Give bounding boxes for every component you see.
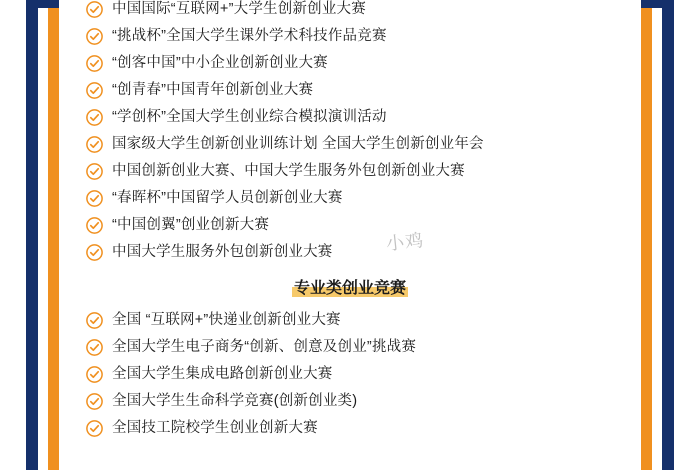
list-item xyxy=(86,216,614,234)
watermark-text: 小鸡 xyxy=(385,230,426,254)
list-item-label: 全国技工院校学生创业创新大赛 xyxy=(112,420,318,436)
list-item-label: 全国大学生生命科学竞赛(创新创业类) xyxy=(112,393,358,409)
check-circle-icon xyxy=(86,109,103,126)
check-circle-icon xyxy=(86,163,103,180)
list-item xyxy=(86,243,614,261)
list-item xyxy=(86,54,614,72)
frame-left-inner-gap xyxy=(59,0,71,470)
list-item-label: “创青春”中国青年创新创业大赛 xyxy=(112,82,314,98)
list-item xyxy=(86,338,614,356)
list-item-label: “学创杯”全国大学生创业综合模拟演训活动 xyxy=(112,109,387,125)
list-item xyxy=(86,392,614,410)
frame-left-orange-bar xyxy=(48,0,59,470)
competition-list-professional xyxy=(86,311,614,437)
list-item xyxy=(86,189,614,207)
section-heading-label: 专业类创业竞赛 xyxy=(293,280,406,297)
list-item xyxy=(86,419,614,437)
check-circle-icon xyxy=(86,312,103,329)
section-heading-professional xyxy=(86,275,614,298)
check-circle-icon xyxy=(86,339,103,356)
list-item-label: “春晖杯”中国留学人员创新创业大赛 xyxy=(112,190,343,206)
list-item-label: 全国 “互联网+”快递业创新创业大赛 xyxy=(112,312,341,328)
list-item-label: 国家级大学生创新创业训练计划 全国大学生创新创业年会 xyxy=(112,136,484,152)
list-item-label: “中国创翼”创业创新大赛 xyxy=(112,217,270,233)
frame-right-inner-gap xyxy=(629,0,641,470)
frame-left-navy-bar xyxy=(26,0,38,470)
list-item xyxy=(86,108,614,126)
corner-decoration-top-left xyxy=(26,0,59,8)
frame-left-gap xyxy=(38,0,48,470)
check-circle-icon xyxy=(86,28,103,45)
frame-right-orange-bar xyxy=(641,0,652,470)
list-item xyxy=(86,27,614,45)
poster-content xyxy=(86,0,614,470)
check-circle-icon xyxy=(86,217,103,234)
check-circle-icon xyxy=(86,190,103,207)
list-item xyxy=(86,81,614,99)
check-circle-icon xyxy=(86,136,103,153)
corner-decoration-top-right xyxy=(641,0,674,8)
check-circle-icon xyxy=(86,244,103,261)
frame-right-navy-bar xyxy=(662,0,674,470)
list-item xyxy=(86,311,614,329)
list-item-label: 中国大学生服务外包创新创业大赛 xyxy=(112,244,333,260)
list-item-label: “挑战杯”全国大学生课外学术科技作品竞赛 xyxy=(112,28,387,44)
list-item xyxy=(86,0,614,18)
frame-right-margin xyxy=(674,0,700,470)
list-item xyxy=(86,365,614,383)
check-circle-icon xyxy=(86,82,103,99)
frame-right-gap xyxy=(652,0,662,470)
check-circle-icon xyxy=(86,55,103,72)
check-circle-icon xyxy=(86,1,103,18)
list-item-label: 中国创新创业大赛、中国大学生服务外包创新创业大赛 xyxy=(112,163,465,179)
list-item-label: “创客中国”中小企业创新创业大赛 xyxy=(112,55,328,71)
list-item xyxy=(86,135,614,153)
check-circle-icon xyxy=(86,366,103,383)
frame-left-margin xyxy=(0,0,26,470)
list-item xyxy=(86,162,614,180)
list-item-label: 全国大学生电子商务“创新、创意及创业”挑战赛 xyxy=(112,339,417,355)
check-circle-icon xyxy=(86,420,103,437)
list-item-label: 全国大学生集成电路创新创业大赛 xyxy=(112,366,333,382)
competition-list-general xyxy=(86,0,614,261)
check-circle-icon xyxy=(86,393,103,410)
list-item-label: 中国国际“互联网+”大学生创新创业大赛 xyxy=(112,1,366,17)
